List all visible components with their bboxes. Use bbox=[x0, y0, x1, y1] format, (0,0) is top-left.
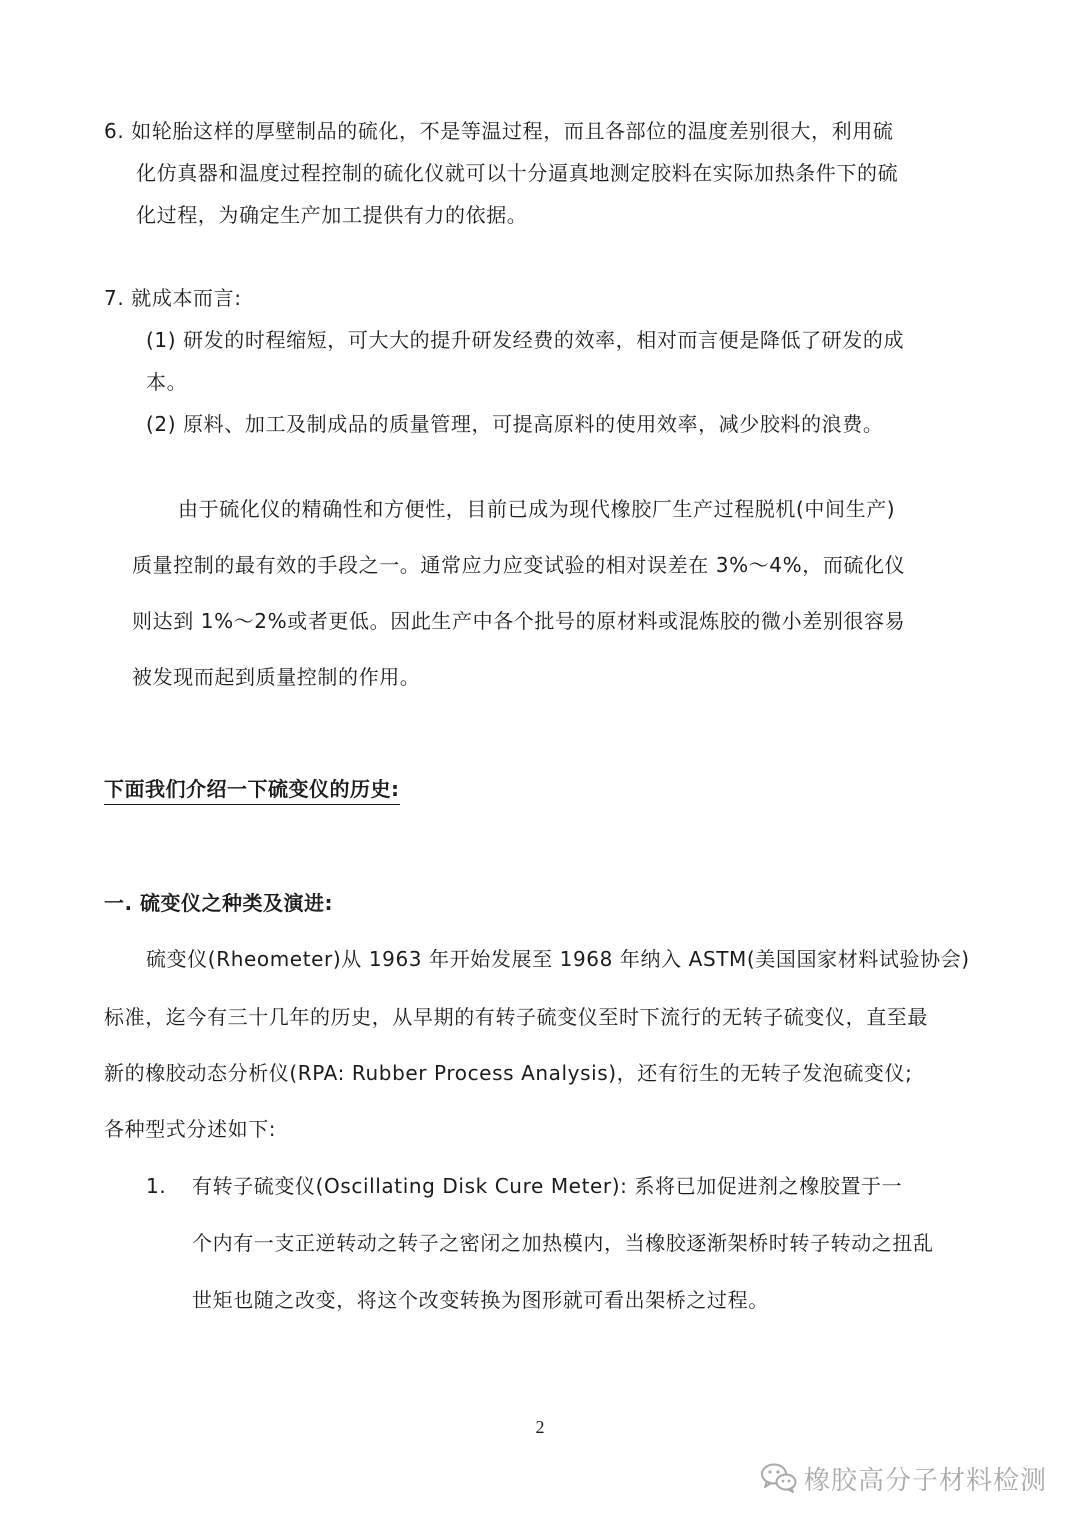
item-7-sub1-line-2: 本。 bbox=[146, 370, 188, 394]
paragraph-line-2: 质量控制的最有效的手段之一。通常应力应变试验的相对误差在 3%～4%，而硫化仪 bbox=[132, 553, 906, 577]
list-item-1-line-2: 个内有一支正逆转动之转子之密闭之加热模内，当橡胶逐渐架桥时转子转动之扭乱 bbox=[192, 1231, 934, 1255]
page-number: 2 bbox=[535, 1417, 545, 1437]
item-7-sub2: (2) 原料、加工及制成品的质量管理，可提高原料的使用效率，减少胶料的浪费。 bbox=[146, 412, 884, 436]
item-6-line-1: 6. 如轮胎这样的厚壁制品的硫化，不是等温过程，而且各部位的温度差别很大，利用硫 bbox=[104, 119, 894, 143]
section-1-line-3: 新的橡胶动态分析仪(RPA: Rubber Process Analysis)，还有衍生的无转子发泡硫变仪; bbox=[104, 1061, 913, 1085]
watermark bbox=[760, 1458, 1047, 1498]
paragraph-line-1: 由于硫化仪的精确性和方便性，目前已成为现代橡胶厂生产过程脱机(中间生产) bbox=[178, 497, 896, 521]
section-1-line-2: 标准，迄今有三十几年的历史，从早期的有转子硫变仪至时下流行的无转子硫变仪，直至最 bbox=[104, 1005, 928, 1029]
section-1-line-1: 硫变仪(Rheometer)从 1963 年开始发展至 1968 年纳入 ASTM(美国国家材料试验协会) bbox=[146, 947, 970, 971]
paragraph-line-4: 被发现而起到质量控制的作用。 bbox=[132, 665, 421, 689]
item-6-line-3: 化过程，为确定生产加工提供有力的依据。 bbox=[136, 203, 528, 227]
list-item-1-number: 1. bbox=[146, 1174, 167, 1198]
watermark-text: 橡胶高分子材料检测 bbox=[804, 1465, 1048, 1496]
wechat-icon bbox=[760, 1462, 798, 1494]
history-heading: 下面我们介绍一下硫变仪的历史: bbox=[104, 776, 400, 805]
list-item-1-line-1: 有转子硫变仪(Oscillating Disk Cure Meter): 系将已加促进剂之橡胶置于一 bbox=[192, 1174, 903, 1198]
item-7-heading: 7. 就成本而言: bbox=[104, 286, 242, 310]
list-item-1-line-3: 世矩也随之改变，将这个改变转换为图形就可看出架桥之过程。 bbox=[192, 1288, 769, 1312]
section-1-heading: 一. 硫变仪之种类及演进: bbox=[104, 891, 334, 915]
paragraph-line-3: 则达到 1%～2%或者更低。因此生产中各个批号的原材料或混炼胶的微小差别很容易 bbox=[132, 609, 906, 633]
section-1-line-4: 各种型式分述如下: bbox=[104, 1117, 277, 1141]
item-7-sub1-line-1: (1) 研发的时程缩短，可大大的提升研发经费的效率，相对而言便是降低了研发的成 bbox=[146, 328, 905, 352]
item-6-line-2: 化仿真器和温度过程控制的硫化仪就可以十分逼真地测定胶料在实际加热条件下的硫 bbox=[136, 161, 899, 185]
